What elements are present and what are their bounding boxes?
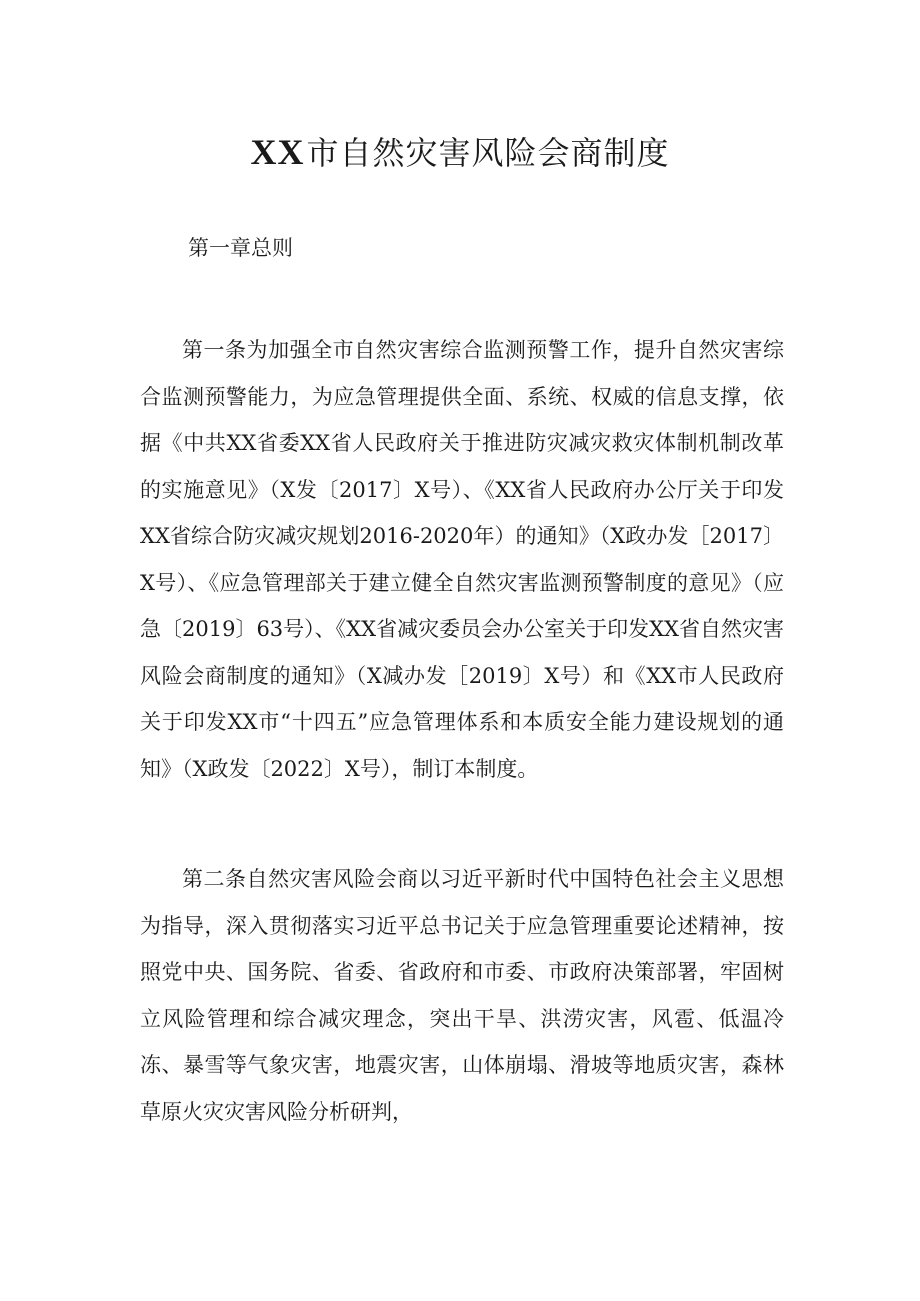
article-2-paragraph: 第二条自然灾害风险会商以习近平新时代中国特色社会主义思想为指导，深入贯彻落实习近平总书记关于应急管理重要论述精神，按照党中央、国务院、省委、省政府和市委、市政府决策部署，牢固树立风险管理和综合减灾理念，突出干旱、洪涝灾害，风雹、低温冷冻、暴雪等气象灾害，地震灾害，山体崩塌、滑坡等地质灾害，森林草原火灾灾害风险分析研判， xyxy=(140,867,784,1124)
article-1-paragraph: 第一条为加强全市自然灾害综合监测预警工作，提升自然灾害综合监测预警能力，为应急管理提供全面、系统、权威的信息支撑，依据《中共XX省委XX省人民政府关于推进防灾减灾救灾体制机制改革的实施意见》（X发〔2017〕X号）、《XX省人民政府办公厅关于印发XX省综合防灾减灾规划2016-2020年）的通知》（X政办发［2017〕X号）、《应急管理部关于建立健全自然灾害监测预警制度的意见》（应急〔2019〕63号）、《XX省减灾委员会办公室关于印发XX省自然灾害风险会商制度的通知》（X减办发［2019〕X号）和《XX市人民政府关于印发XX市“十四五”应急管理体系和本质安全能力建设规划的通知》（X政发〔2022〕X号），制订本制度。 xyxy=(140,338,784,781)
title-text: 市自然灾害风险会商制度 xyxy=(306,134,670,172)
chapter-heading: 第一章总则 xyxy=(188,236,293,260)
title-prefix: XX xyxy=(250,132,305,172)
document-title xyxy=(0,128,920,174)
